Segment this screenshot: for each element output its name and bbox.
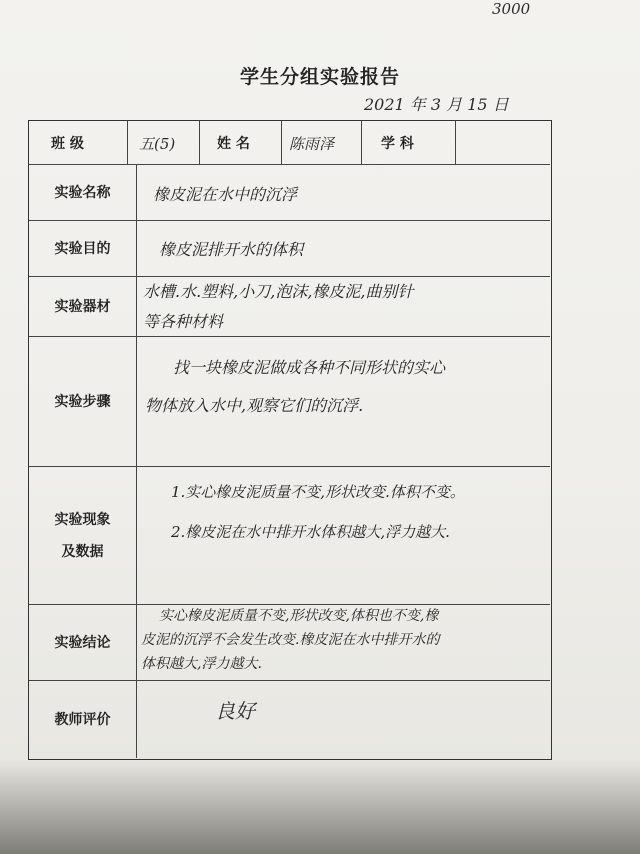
divider: [455, 121, 456, 164]
row-conclusion: [29, 605, 550, 681]
report-date: 2021 年 3 月 15 日: [364, 95, 509, 114]
report-title: 学生分组实验报告: [239, 66, 400, 88]
steps-content: [145, 337, 544, 466]
equipment-line-1: 水槽.水.塑料,小刀,泡沫,橡皮泥,曲别针: [143, 282, 414, 301]
steps-line-1: 找一块橡皮泥做成各种不同形状的实心: [173, 358, 446, 377]
divider: [199, 121, 200, 164]
conclusion-line-1: 实心橡皮泥质量不变,形状改变,体积也不变,橡: [159, 608, 439, 624]
top-note: 3000: [492, 0, 531, 18]
row-equipment: [29, 277, 550, 337]
teacher-signature: 良好: [215, 699, 255, 723]
shadow: [0, 760, 640, 854]
header-row: [29, 121, 550, 165]
experiment-name-label: 实验名称: [29, 165, 137, 220]
class-label: 班 级: [51, 136, 84, 152]
steps-label: 实验步骤: [29, 337, 137, 466]
report-table: [28, 120, 552, 760]
row-experiment-name: [29, 165, 550, 221]
divider: [361, 121, 362, 164]
experiment-purpose-label: 实验目的: [29, 221, 137, 276]
experiment-purpose-line: 橡皮泥排开水的体积: [159, 240, 304, 259]
phenomena-label: [29, 467, 137, 604]
phenomena-label-line-1: 实验现象: [54, 511, 111, 528]
conclusion-label: 实验结论: [29, 605, 137, 680]
teacher-eval-label: 教师评价: [29, 681, 137, 758]
row-experiment-purpose: [29, 221, 550, 277]
row-teacher-eval: [29, 681, 550, 758]
experiment-name-content: [145, 165, 544, 220]
name-label: 姓 名: [217, 136, 250, 152]
class-value: 五(5): [139, 134, 176, 153]
divider: [281, 121, 282, 164]
conclusion-content: [141, 605, 544, 680]
divider: [127, 121, 128, 164]
phenomena-line-1: 1.实心橡皮泥质量不变,形状改变.体积不变。: [171, 483, 465, 501]
teacher-eval-content: [145, 681, 544, 758]
phenomena-content: [145, 467, 544, 604]
subject-label: 学 科: [381, 136, 414, 152]
equipment-label: 实验器材: [29, 277, 137, 336]
equipment-line-2: 等各种材料: [143, 312, 224, 331]
phenomena-line-2: 2.橡皮泥在水中排开水体积越大,浮力越大.: [171, 523, 450, 541]
name-value: 陈雨泽: [289, 134, 335, 153]
steps-line-2: 物体放入水中,观察它们的沉浮.: [145, 396, 364, 415]
row-phenomena: [29, 467, 550, 605]
experiment-purpose-content: [145, 221, 544, 276]
equipment-content: [143, 277, 544, 336]
phenomena-label-line-2: 及数据: [61, 543, 104, 560]
experiment-name-line: 橡皮泥在水中的沉浮: [153, 185, 298, 204]
conclusion-line-3: 体积越大,浮力越大.: [141, 656, 262, 672]
conclusion-line-2: 皮泥的沉浮不会发生改变.橡皮泥在水中排开水的: [141, 632, 440, 648]
row-steps: [29, 337, 550, 467]
